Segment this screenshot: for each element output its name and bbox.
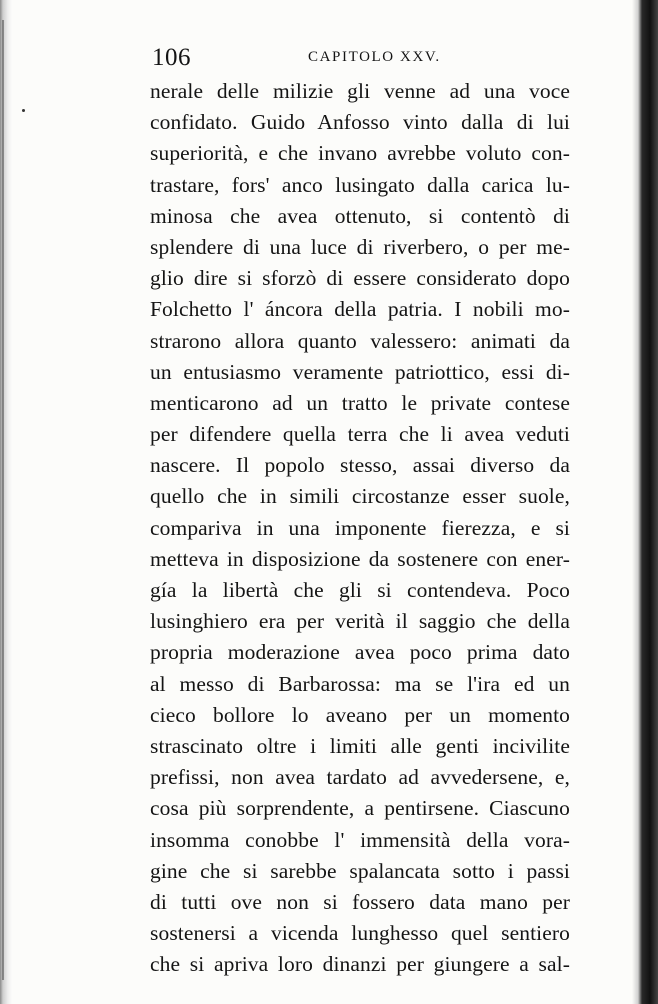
text-line: confidato. Guido Anfosso vinto dalla di lui [150,110,570,135]
page-edge-right [632,0,658,1004]
text-line: insomma conobbe l' immensità della vora- [150,827,570,852]
text-line: quello che in simili circostanze esser suole, [150,484,570,509]
page-number: 106 [152,44,191,71]
text-line: metteva in disposizione da sostenere con ener- [150,546,570,571]
text-line: trastare, fors' anco lusingato dalla carica lu- [150,172,570,197]
text-line: minosa che avea ottenuto, si contentò di [150,203,570,228]
text-line: gía la libertà che gli si contendeva. Poco [150,578,570,602]
running-head [150,44,580,74]
text-line: compariva in una imponente fierezza, e si [150,515,570,540]
text-line: strascinato oltre i limiti alle genti incivilite [150,733,570,758]
text-line: un entusiasmo veramente patriottico, essi di- [150,359,570,384]
text-line: di tutti ove non si fossero data mano per [150,889,570,914]
text-line: propria moderazione avea poco prima dato [150,640,570,665]
scan-speck [22,109,25,112]
text-line: superiorità, e che invano avrebbe voluto con- [150,141,570,166]
text-line: cosa più sorprendente, a pentirsene. Ciascuno [150,796,570,821]
body-text [150,76,570,980]
text-line: splendere di una luce di riverbero, o per me- [150,234,570,259]
text-line: strarono allora quanto valessero: animati da [150,328,570,353]
text-line: Folchetto l' áncora della patria. I nobili mo- [150,297,570,322]
text-line: glio dire si sforzò di essere considerato dopo [150,266,570,291]
text-line: gine che si sarebbe spalancata sotto i passi [150,858,570,883]
text-line: nerale delle milizie gli venne ad una voce [150,79,570,103]
text-line: al messo di Barbarossa: ma se l'ira ed un [150,671,570,696]
page-binding-shadow [2,20,4,980]
text-line: prefissi, non avea tardato ad avvedersene, e, [150,765,570,790]
text-line: che si apriva loro dinanzi per giungere a sal- [150,952,570,977]
chapter-title: CAPITOLO XXV. [308,49,441,65]
text-line: menticarono ad un tratto le private contese [150,390,570,415]
text-line: nascere. Il popolo stesso, assai diverso da [150,453,570,478]
text-line: cieco bollore lo aveano per un momento [150,702,570,727]
text-line: per difendere quella terra che li avea veduti [150,422,570,447]
text-line: lusinghiero era per verità il saggio che della [150,609,570,634]
text-line: sostenersi a vicenda lunghesso quel sentiero [150,921,570,946]
